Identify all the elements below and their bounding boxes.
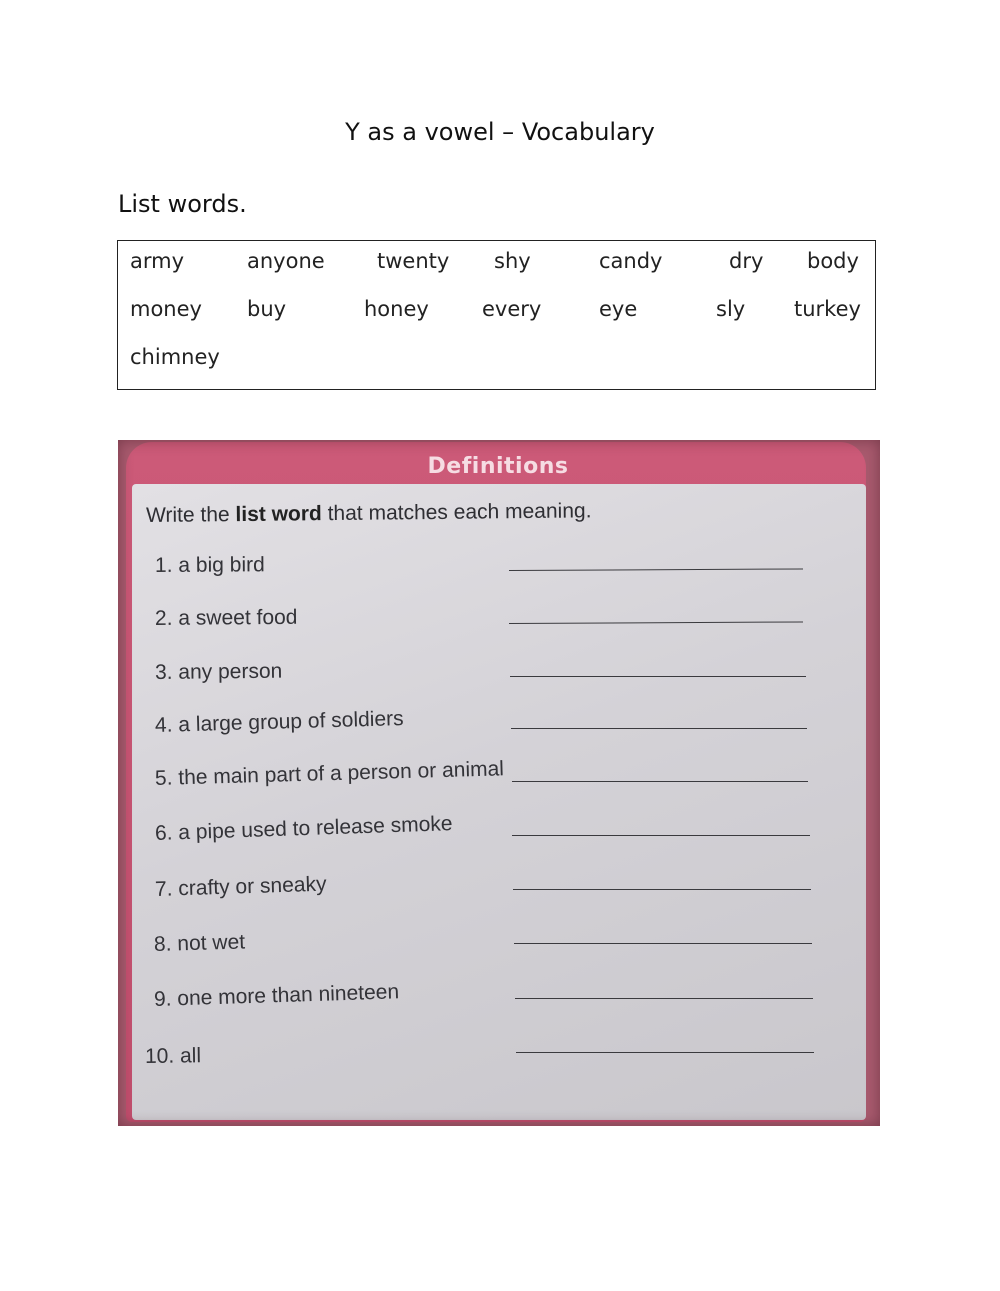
- definition-item: 7. crafty or sneaky: [154, 872, 327, 901]
- definition-item: 10. all: [144, 1044, 202, 1068]
- list-word: dry: [729, 249, 764, 273]
- instruction-text: Write the list word that matches each meaning.: [145, 499, 592, 527]
- list-word: sly: [716, 297, 746, 321]
- answer-blank[interactable]: [511, 728, 807, 729]
- list-word: shy: [494, 249, 531, 273]
- definitions-heading: Definitions: [427, 454, 569, 479]
- page-title: Y as a vowel – Vocabulary: [345, 118, 655, 146]
- list-word: every: [482, 297, 542, 321]
- answer-blank[interactable]: [512, 781, 808, 782]
- list-word: money: [130, 297, 202, 321]
- definition-item: 3. any person: [154, 659, 283, 684]
- list-word: chimney: [130, 345, 220, 369]
- answer-blank[interactable]: [512, 835, 810, 836]
- list-word: body: [807, 249, 859, 273]
- worksheet-photo: [118, 440, 880, 1126]
- definition-item: 9. one more than nineteen: [153, 980, 400, 1011]
- list-word: candy: [599, 249, 663, 273]
- list-word: eye: [599, 297, 638, 321]
- list-word: buy: [247, 297, 287, 321]
- definition-item: 8. not wet: [153, 930, 246, 956]
- answer-blank[interactable]: [514, 943, 812, 944]
- list-word: turkey: [794, 297, 861, 321]
- definition-item: 1. a big bird: [154, 553, 265, 577]
- definition-item: 2. a sweet food: [154, 605, 298, 630]
- answer-blank[interactable]: [516, 1052, 814, 1053]
- word-list-box: [117, 240, 876, 390]
- definitions-panel: [132, 484, 866, 1120]
- definition-item: 4. a large group of soldiers: [154, 707, 404, 737]
- definition-item: 5. the main part of a person or animal: [154, 757, 505, 790]
- list-word: honey: [364, 297, 429, 321]
- answer-blank[interactable]: [510, 676, 806, 677]
- definition-item: 6. a pipe used to release smoke: [154, 812, 453, 845]
- list-word: army: [130, 249, 185, 273]
- answer-blank[interactable]: [513, 889, 811, 890]
- answer-blank[interactable]: [515, 998, 813, 999]
- list-word: anyone: [247, 249, 325, 273]
- section-subtitle: List words.: [118, 190, 247, 218]
- list-word: twenty: [377, 249, 450, 273]
